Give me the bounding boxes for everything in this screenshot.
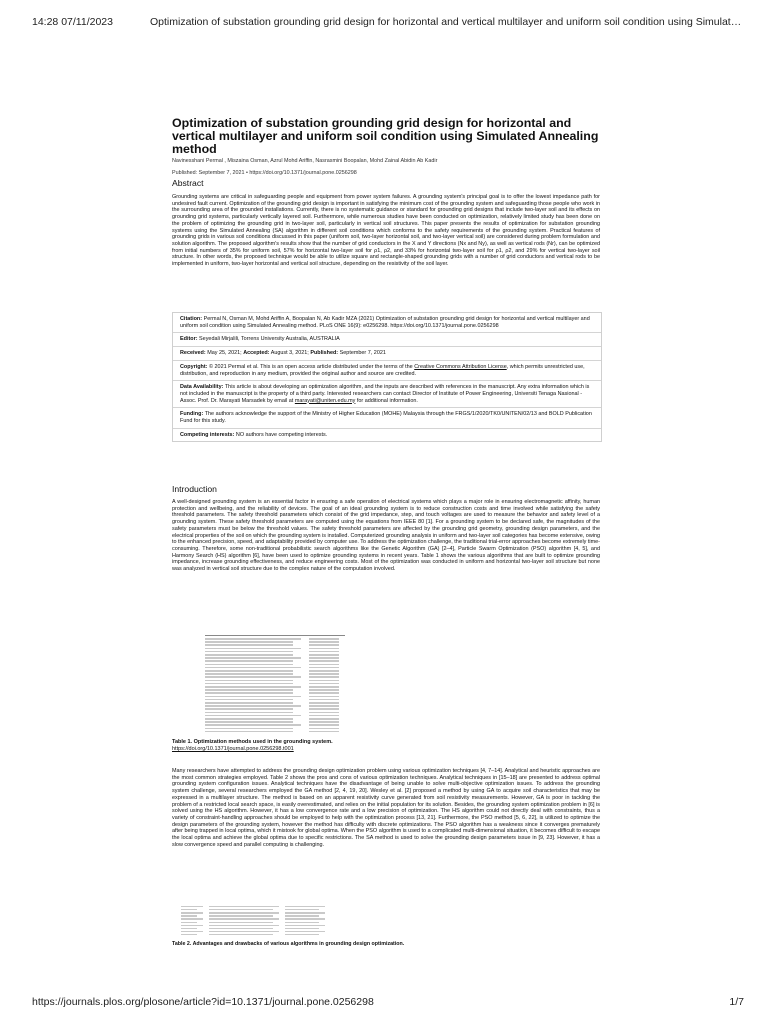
copyright-row	[173, 361, 601, 381]
table-1-row-placeholder	[205, 670, 293, 672]
table-1-cell-placeholder	[309, 708, 339, 710]
table-1-cell-placeholder	[309, 705, 339, 707]
table-2-cell-placeholder	[181, 928, 197, 929]
table-1-cell-placeholder	[309, 644, 339, 646]
table-2-cell-placeholder	[209, 934, 273, 935]
table-1-cell-placeholder	[309, 657, 339, 659]
table-1-row-placeholder	[205, 705, 301, 707]
copyright-label: Copyright:	[180, 363, 208, 370]
table-2-cell-placeholder	[181, 925, 203, 926]
table-1-row-placeholder	[205, 683, 293, 685]
table-2-cell-placeholder	[285, 915, 319, 916]
table-2-cell-placeholder	[181, 909, 197, 910]
table-2-cell-placeholder	[209, 915, 273, 916]
table-1-cell-placeholder	[309, 696, 339, 698]
funding-label: Funding:	[180, 411, 204, 418]
table-1-cell-placeholder	[309, 712, 339, 714]
table-2-cell-placeholder	[285, 928, 319, 929]
table-1-cell-placeholder	[309, 673, 339, 675]
table-1-caption-block	[172, 739, 600, 752]
table-1-row-placeholder	[205, 660, 293, 662]
introduction-heading: Introduction	[172, 484, 217, 494]
competing-interests-label: Competing interests:	[180, 431, 235, 438]
table-1-row-placeholder	[205, 686, 301, 688]
print-timestamp: 14:28 07/11/2023	[32, 16, 113, 28]
abstract-heading: Abstract	[172, 178, 204, 188]
table-1-caption: Table 1. Optimization methods used in the grounding system.	[172, 739, 333, 745]
table-1-row-placeholder	[205, 715, 301, 717]
table-1-cell-placeholder	[309, 680, 339, 682]
table-2-cell-placeholder	[285, 909, 319, 910]
accepted-date: August 3, 2021;	[270, 350, 309, 357]
print-footer	[32, 996, 744, 1008]
table-2-cell-placeholder	[285, 934, 319, 935]
table-2-cell-placeholder	[285, 918, 325, 919]
table-1-cell-placeholder	[309, 638, 339, 640]
table-1-row-placeholder	[205, 667, 301, 669]
table-1-cell-placeholder	[309, 686, 339, 688]
table-1-row-placeholder	[205, 680, 293, 682]
table-1-row-placeholder	[205, 664, 293, 666]
print-page-title: Optimization of substation grounding grid design for horizontal and vertical multilayer and uniform soil condition using Simulat…	[150, 16, 742, 28]
table-2-cell-placeholder	[209, 922, 273, 923]
table-1-cell-placeholder	[309, 692, 339, 694]
table-2-thumbnail[interactable]	[181, 904, 331, 938]
data-availability-row	[173, 381, 601, 408]
table-1-cell-placeholder	[309, 702, 339, 704]
data-availability-text: This article is about developing an optimization algorithm, and the inputs are described with references in the manuscript. Any extra information which is not included in the manuscript is the property of a third party. Interested researchers can contact Director of Institute of Power Engineering, Universiti Tenaga Nasional - Assoc. Prof. Dr. Marayati Marsadek by email at	[180, 384, 590, 404]
table-1-row-placeholder	[205, 696, 301, 698]
table-1-cell-placeholder	[309, 731, 339, 733]
print-url: https://journals.plos.org/plosone/article?id=10.1371/journal.pone.0256298	[32, 996, 374, 1008]
introduction-paragraph-2: Many researchers have attempted to address the grounding design optimization problem using various optimization techniques [4, 7–14]. Analytical and heuristic approaches are the most common strategies employed. Table 2 shows the pros and cons of various optimization techniques. Analytical techniques in [15–18] are presented to address optimal grounding system configuration issues. Analytical techniques have the disadvantage of being unable to solve multi-objective optimization issues. To address the grounding system challenge, several researchers employed the GA method [2, 4, 19, 20]. Wesley et al. [2] proposed a method by using GA to acquire soil characteristics that may be expressed in a multilayer structure. The method is based on an apparent resistivity curve generated from soil resistivity measurements. However, GA is poor in tackling the problem of a restricted local search space, is easily overestimated, and relies on the initial population for its solution. Besides, the grounding system optimization problem in [6] is solved using the HS algorithm. However, it has a low convergence rate and a low precision of optimization. The HS algorithm could not directly deal with constraints, thus a variety of constraint-handling approaches should be employed to help with the optimization process [13, 21]. Furthermore, the PSO method [5, 6, 22], is utilized to optimize the design parameters of the grounding system, however the method has difficulty with discrete optimizations. The PSO algorithm has a weakness since it converges prematurely after being trapped in local optima, which it mistook for global optima. When the PSO algorithm is used to a complicated multi-dimensional situation, it becomes difficult to escape the local optima and achieve the global optima due to specific restrictions. The SA method is used to solve the grounding design parameters issue in [9, 23]. However, it has a slow convergence speed and parallel computing is challenging.	[172, 768, 600, 848]
introduction-paragraph-1: A well-designed grounding system is an essential factor in ensuring a safe operation of electrical systems which plays a major role in ensuring electromagnetic affinity, human protection and wellbeing, and the reliability of devices. The goal of an ideal grounding system is to reduce construction costs and time involved while satisfying the safety threshold parameters. The safety threshold parameters which consist of the grid impedance, step, and touch voltages are used to measure the behavior and safety level of a grounding system. These safety threshold parameters are computed using the equations from IEEE 80 [1]. For a grounding system to be declared safe, the magnitudes of the safety parameters must be below the threshold values. The safety threshold parameters are affected by the grounding grid geometry, grounding design parameters, and the electrical properties of the soil on which the grounding system is installed. Computerized grounding analysis in uniform and two-layer soil categories has become extensive, owing to the enhanced precision, speed, and adaptability provided by computer use. To address the optimization challenge, the traditional trial-error approaches become extremely time-consuming. Therefore, some non-traditional probabilistic search algorithms like the Genetic Algorithm (GA) [2–4], Particle Swarm Optimization (PSO) algorithm [4, 5], and Harmony Search (HS) algorithm [6], have been used to optimize grounding systems in recent years. Table 1 shows the various algorithms that are built to optimize grounding impedance, increase grounding effectiveness, and reduce engineering costs. Most of the optimization was conducted in uniform and horizontal two-layer soil structure but none was analyzed in vertical soil structure due to the complex nature of the computation involved.	[172, 499, 600, 573]
copyright-text: © 2021 Permal et al. This is an open access article distributed under the terms of the	[209, 363, 413, 370]
table-1-cell-placeholder	[309, 715, 339, 717]
table-1-cell-placeholder	[309, 654, 339, 656]
copyright-text-tail: , which permits unrestricted use, distribution, and reproduction in any medium, provided the original author and source are credited.	[180, 363, 585, 377]
table-1-cell-placeholder	[309, 667, 339, 669]
table-2-cell-placeholder	[181, 934, 197, 935]
table-1-row-placeholder	[205, 657, 301, 659]
table-1-cell-placeholder	[309, 670, 339, 672]
table-1-cell-placeholder	[309, 648, 339, 650]
print-header	[32, 16, 744, 28]
table-1-row-placeholder	[205, 651, 293, 653]
published-label: Published:	[310, 350, 339, 357]
table-1-row-placeholder	[205, 708, 293, 710]
table-1-cell-placeholder	[309, 699, 339, 701]
contact-email-link[interactable]: marayati@uniten.edu.my	[294, 397, 356, 404]
dates-row	[173, 347, 601, 361]
competing-interests-row	[173, 429, 601, 442]
received-label: Received:	[180, 350, 206, 357]
table-1-row-placeholder	[205, 699, 293, 701]
table-1-row-placeholder	[205, 702, 293, 704]
funding-text: The authors acknowledge the support of the Ministry of Higher Education (MOHE) Malaysia through the FRGS/1/2020/TK0/UNITEN/02/13 and BOLD Publication Fund for this study.	[180, 411, 592, 425]
table-1-row-placeholder	[205, 673, 293, 675]
table-1-cell-placeholder	[309, 683, 339, 685]
table-2-cell-placeholder	[181, 918, 203, 919]
table-1-cell-placeholder	[309, 689, 339, 691]
table-2-cell-placeholder	[209, 918, 279, 919]
license-link[interactable]: Creative Commons Attribution License	[414, 363, 507, 370]
data-availability-label: Data Availability:	[180, 384, 224, 391]
accepted-label: Accepted:	[243, 350, 270, 357]
table-2-cell-placeholder	[209, 909, 273, 910]
citation-text: Permal N, Osman M, Mohd Ariffin A, Boopalan N, Ab Kadir MZA (2021) Optimization of substation grounding grid design for horizontal and vertical multilayer and uniform soil condition using Simulated Annealing method. PLoS ONE 16(9): e0256298. https://doi.org/10.1371/journal.pone.0256298	[180, 316, 590, 329]
table-2-cell-placeholder	[209, 931, 279, 932]
received-date: May 25, 2021;	[207, 350, 242, 357]
table-2-cell-placeholder	[285, 912, 325, 913]
article-title: Optimization of substation grounding grid design for horizontal and vertical multilayer and uniform soil condition using Simulated Annealing method	[172, 116, 599, 156]
funding-row	[173, 408, 601, 428]
table-2-cell-placeholder	[181, 922, 197, 923]
article-info-box	[172, 312, 602, 442]
table-1-row-placeholder	[205, 689, 293, 691]
table-1-thumbnail[interactable]	[205, 629, 345, 736]
table-2-cell-placeholder	[209, 925, 279, 926]
citation-label: Citation:	[180, 316, 203, 322]
published-date: September 7, 2021	[339, 350, 386, 357]
table-1-row-placeholder	[205, 638, 301, 640]
table-1-row-placeholder	[205, 654, 293, 656]
citation-row	[173, 313, 601, 333]
table-1-cell-placeholder	[309, 728, 339, 730]
table-2-cell-placeholder	[181, 931, 203, 932]
table-1-row-placeholder	[205, 731, 293, 733]
table-1-cell-placeholder	[309, 651, 339, 653]
table-2-cell-placeholder	[285, 925, 325, 926]
table-1-cell-placeholder	[309, 664, 339, 666]
abstract-text: Grounding systems are critical in safeguarding people and equipment from power system failures. A grounding system's principal goal is to offer the lowest impedance path for undesired fault current. Optimization of the grounding grid design is important in satisfying the minimum cost of the grounding system and safeguarding those people who work in the surrounding area of the grounded installations. Currently, there is no systematic guidance or standard for grounding grid designs that include two-layer soil and its effects on grounding grid systems, particularly vertically layered soil. Furthermore, while numerous studies have been conducted on optimization, relatively limited study has been done on the problem of optimizing the grounding grid in two-layer soil, particularly in vertical soil structures. This paper presents the results of optimization for substation grounding systems using the Simulated Annealing (SA) algorithm in different soil conditions which conforms to the safety requirements of the grounding system. Practical features of grounding grids in various soil conditions discussed in this paper (uniform soil, two-layer horizontal soil, and two-layer vertical soil) are considered during problem formulation and solution algorithm. The proposed algorithm's results show that the number of grid conductors in the X and Y directions (Nx and Ny), as well as vertical rods (Nr), can be optimized from initial numbers of 35% for uniform soil, 57% for horizontal two-layer soil for ρ1, ρ2, and 33% for horizontal two-layer soil for ρ1, ρ2, and 29% for vertical two-layer soil structure. In other words, the proposed technique would be able to utilize square and rectangle-shaped grounding grids with a number of grid conductors and vertical rods to be implemented in uniform, two-layer horizontal and vertical soil structure, depending on the resistivity of the soil layer.	[172, 194, 600, 268]
table-1-row-placeholder	[205, 692, 293, 694]
table-2-cell-placeholder	[181, 915, 197, 916]
table-1-row-placeholder	[205, 676, 301, 678]
editor-label: Editor:	[180, 336, 198, 343]
table-1-row-placeholder	[205, 648, 301, 650]
table-2-caption: Table 2. Advantages and drawbacks of various algorithms in grounding design optimization.	[172, 941, 405, 947]
table-1-cell-placeholder	[309, 724, 339, 726]
table-2-cell-placeholder	[181, 912, 203, 913]
print-page-counter: 1/7	[729, 996, 744, 1008]
data-availability-tail: for additional information.	[356, 397, 418, 404]
table-1-row-placeholder	[205, 728, 293, 730]
table-2-cell-placeholder	[209, 906, 279, 907]
table-1-row-placeholder	[205, 724, 301, 726]
table-1-row-placeholder	[205, 641, 293, 643]
table-2-cell-placeholder	[209, 912, 279, 913]
table-1-row-placeholder	[205, 644, 293, 646]
table-1-doi-link[interactable]: https://doi.org/10.1371/journal.pone.0256298.t001	[172, 745, 294, 752]
competing-interests-text: NO authors have competing interests.	[235, 431, 328, 438]
table-1-header-rule	[205, 629, 345, 636]
table-2-cell-placeholder	[209, 928, 273, 929]
table-1-row-placeholder	[205, 718, 293, 720]
table-1-row-placeholder	[205, 721, 293, 723]
editor-text: Seyedali Mirjalili, Torrens University Australia, AUSTRALIA	[199, 336, 340, 343]
table-1-cell-placeholder	[309, 660, 339, 662]
table-2-cell-placeholder	[181, 906, 203, 907]
editor-row	[173, 333, 601, 347]
table-1-cell-placeholder	[309, 718, 339, 720]
author-list[interactable]: Navinesshani Permal , Miszaina Osman, Azrul Mohd Ariffin, Nasrasmini Boopalan, Mohd Zainal Abidin Ab Kadir	[172, 158, 438, 164]
table-1-row-placeholder	[205, 712, 293, 714]
table-1-cell-placeholder	[309, 676, 339, 678]
table-1-cell-placeholder	[309, 641, 339, 643]
table-2-cell-placeholder	[285, 922, 319, 923]
table-1-cell-placeholder	[309, 721, 339, 723]
table-2-cell-placeholder	[285, 931, 325, 932]
publication-info[interactable]: Published: September 7, 2021 • https://doi.org/10.1371/journal.pone.0256298	[172, 170, 357, 176]
table-2-cell-placeholder	[285, 906, 325, 907]
